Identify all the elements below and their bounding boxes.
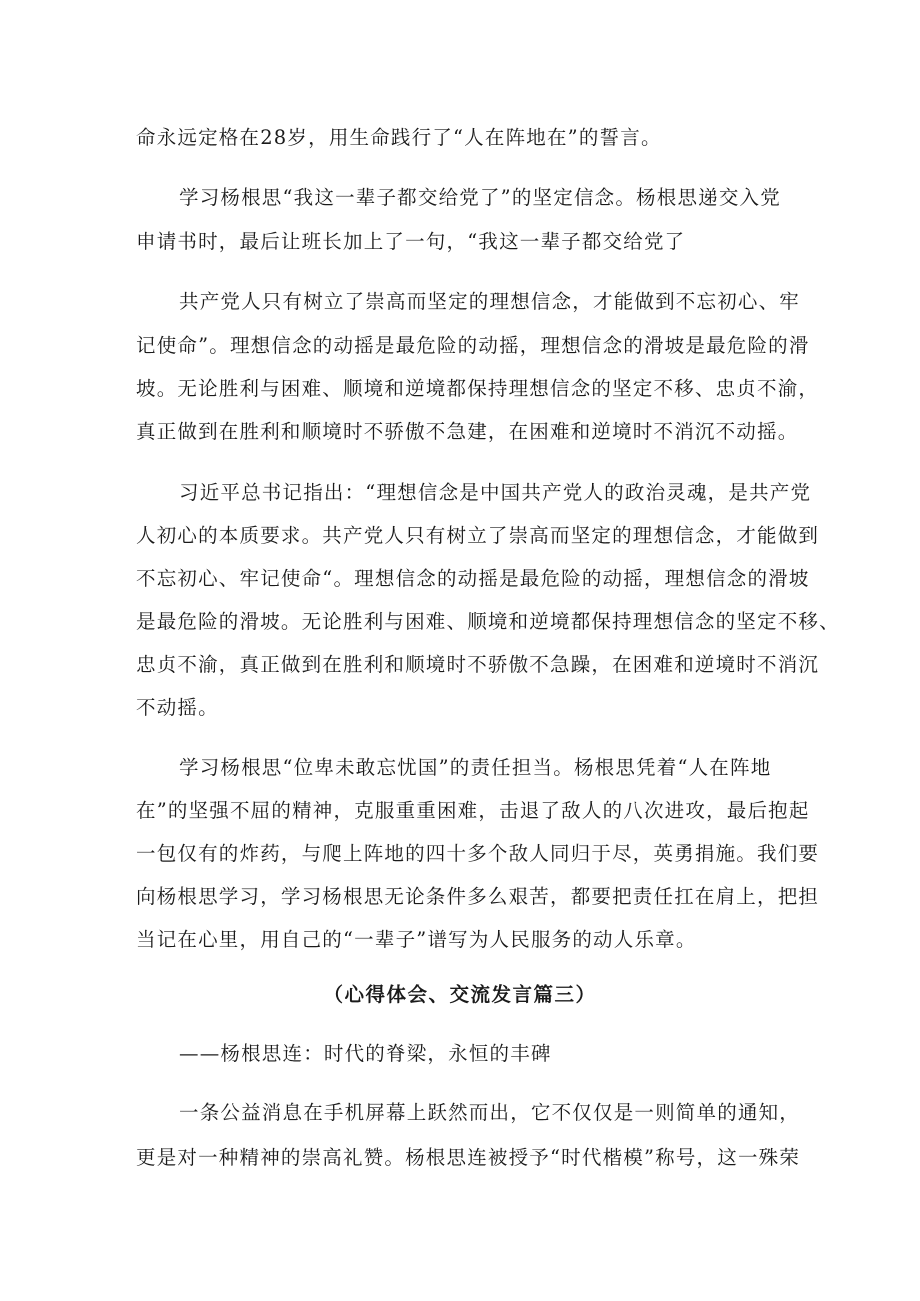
paragraph-line: 命永远定格在28岁，用生命践行了“人在阵地在”的誓言。 — [136, 126, 662, 149]
paragraph-line: 一条公益消息在手机屏幕上跃然而出，它不仅仅是一则简单的通知， — [179, 1101, 801, 1124]
paragraph-line: 学习杨根思“我这一辈子都交给党了”的坚定信念。杨根思递交入党 — [179, 186, 781, 209]
section-heading: （心得体会、交流发言篇三） — [323, 983, 597, 1006]
paragraph-line: 是最危险的滑坡。无论胜利与困难、顺境和逆境都保持理想信念的坚定不移、 — [136, 610, 840, 633]
paragraph-line: 一包仅有的炸药，与爬上阵地的四十多个敌人同归于尽，英勇捐施。我们要 — [136, 842, 820, 865]
paragraph-line: 不忘初心、牢记使命“。理想信念的动摇是最危险的动摇，理想信念的滑坡 — [136, 567, 810, 590]
paragraph-line: 记使命”。理想信念的动摇是最危险的动摇，理想信念的滑坡是最危险的滑 — [136, 334, 810, 357]
paragraph-line: 不动摇。 — [136, 696, 219, 719]
paragraph-line: 向杨根思学习，学习杨根思无论条件多么艰苦，都要把责任扛在肩上，把担 — [136, 885, 820, 908]
paragraph-line: 共产党人只有树立了崇高而坚定的理想信念，才能做到不忘初心、牢 — [179, 290, 801, 313]
paragraph-line: 坡。无论胜利与困难、顺境和逆境都保持理想信念的坚定不移、忠贞不渝， — [136, 377, 820, 400]
paragraph-line: 忠贞不渝，真正做到在胜利和顺境时不骄傲不急躁，在困难和逆境时不消沉 — [136, 653, 820, 676]
paragraph-line: 在”的坚强不屈的精神，克服重重困难，击退了敌人的八次进攻，最后抱起 — [136, 799, 810, 822]
paragraph-line: 真正做到在胜利和顺境时不骄傲不急建，在困难和逆境时不消沉不动摇。 — [136, 420, 799, 443]
subtitle: ——杨根思连：时代的脊梁，永恒的丰碑 — [179, 1042, 552, 1065]
paragraph-line: 学习杨根思“位卑未敢忘忧国”的责任担当。杨根思凭着“人在阵地 — [179, 756, 772, 779]
paragraph-line: 更是对一种精神的崇高礼赞。杨根思连被授予“时代楷模”称号，这一殊荣 — [136, 1146, 801, 1169]
paragraph-line: 申请书时，最后让班长加上了一句，“我这一辈子都交给党了 — [136, 230, 686, 253]
paragraph-line: 习近平总书记指出：“理想信念是中国共产党人的政治灵魂，是共产党 — [179, 481, 812, 504]
paragraph-line: 人初心的本质要求。共产党人只有树立了崇高而坚定的理想信念，才能做到 — [136, 524, 820, 547]
paragraph-line: 当记在心里，用自己的“一辈子”谱写为人民服务的动人乐章。 — [136, 928, 697, 951]
